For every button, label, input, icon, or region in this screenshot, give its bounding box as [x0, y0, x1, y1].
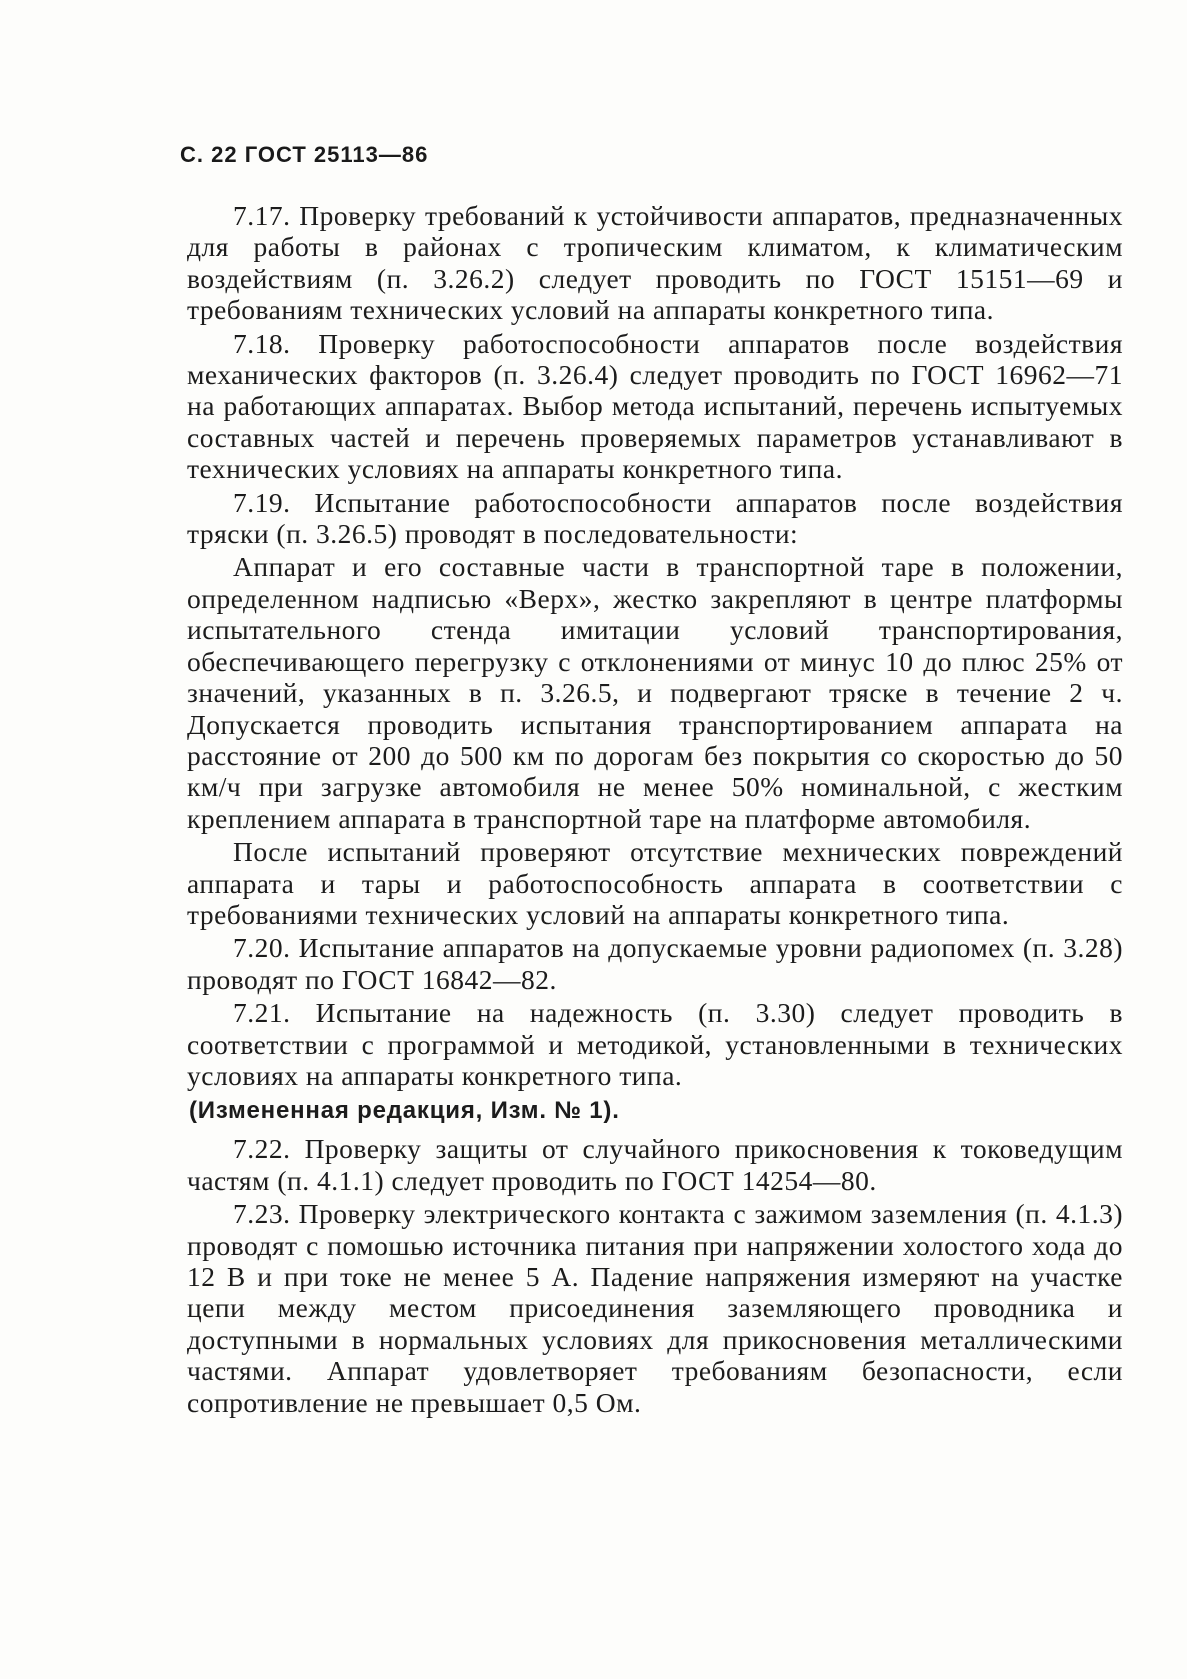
paragraph-7-21: 7.21. Испытание на надежность (п. 3.30) следует проводить в соответствии с программой и методикой, установленными в технических условиях на аппараты конкретного типа. [187, 997, 1123, 1091]
paragraph-7-19-after-test: После испытаний проверяют отсутствие мехнических повреждений аппарата и тары и работоспособность аппарата в соответствии с требованиями технических условий на аппараты конкретного типа. [187, 836, 1123, 930]
amendment-note: (Измененная редакция, Изм. № 1). [189, 1097, 620, 1125]
paragraph-7-22: 7.22. Проверку защиты от случайного прикосновения к токоведущим частям (п. 4.1.1) следует проводить по ГОСТ 14254—80. [187, 1133, 1123, 1196]
paragraph-7-18: 7.18. Проверку работоспособности аппаратов после воздействия механических факторов (п. 3.26.4) следует проводить по ГОСТ 16962—71 на работающих аппаратах. Выбор метода испытаний, перечень испытуемых составных частей и перечень проверяемых параметров устанавливают в технических условиях на аппараты конкретного типа. [187, 327, 1123, 485]
paragraph-7-17: 7.17. Проверку требований к устойчивости аппаратов, предназначенных для работы в районах с тропическим климатом, к климатическим воздействиям (п. 3.26.2) следует проводить по ГОСТ 15151—69 и требованиям технических условий на аппараты конкретного типа. [187, 200, 1123, 326]
paragraph-7-19-procedure: Аппарат и его составные части в транспортной таре в положении, определенном надписью «Верх», жестко закрепляют в центре платформы испытательного стенда имитации условий транспортирования, обеспечивающего перегрузку с отклонениями от минус 10 до плюс 25% от значений, указанных в п. 3.26.5, и подвергают тряске в течение 2 ч. Допускается проводить испытания транспортированием аппарата на расстояние от 200 до 500 км по дорогам без покрытия со скоростью до 50 км/ч при загрузке автомобиля не менее 50% номинальной, с жестким креплением аппарата в транспортной таре на платформе автомобиля. [187, 551, 1123, 834]
document-body [187, 200, 1123, 1420]
running-header: С. 22 ГОСТ 25113—86 [180, 142, 429, 167]
paragraph-7-20: 7.20. Испытание аппаратов на допускаемые уровни радиопомех (п. 3.28) проводят по ГОСТ 16842—82. [187, 932, 1123, 995]
paragraph-7-23: 7.23. Проверку электрического контакта с зажимом заземления (п. 4.1.3) проводят с помошью источника питания при напряжении холостого хода до 12 В и при токе не менее 5 А. Падение напряжения измеряют на участке цепи между местом присоединения заземляющего проводника и доступными в нормальных условиях для прикосновения металлическими частями. Аппарат удовлетворяет требованиям безопасности, если сопротивление не превышает 0,5 Ом. [187, 1198, 1123, 1418]
paragraph-7-19: 7.19. Испытание работоспособности аппаратов после воздействия тряски (п. 3.26.5) проводят в последовательности: [187, 486, 1123, 550]
